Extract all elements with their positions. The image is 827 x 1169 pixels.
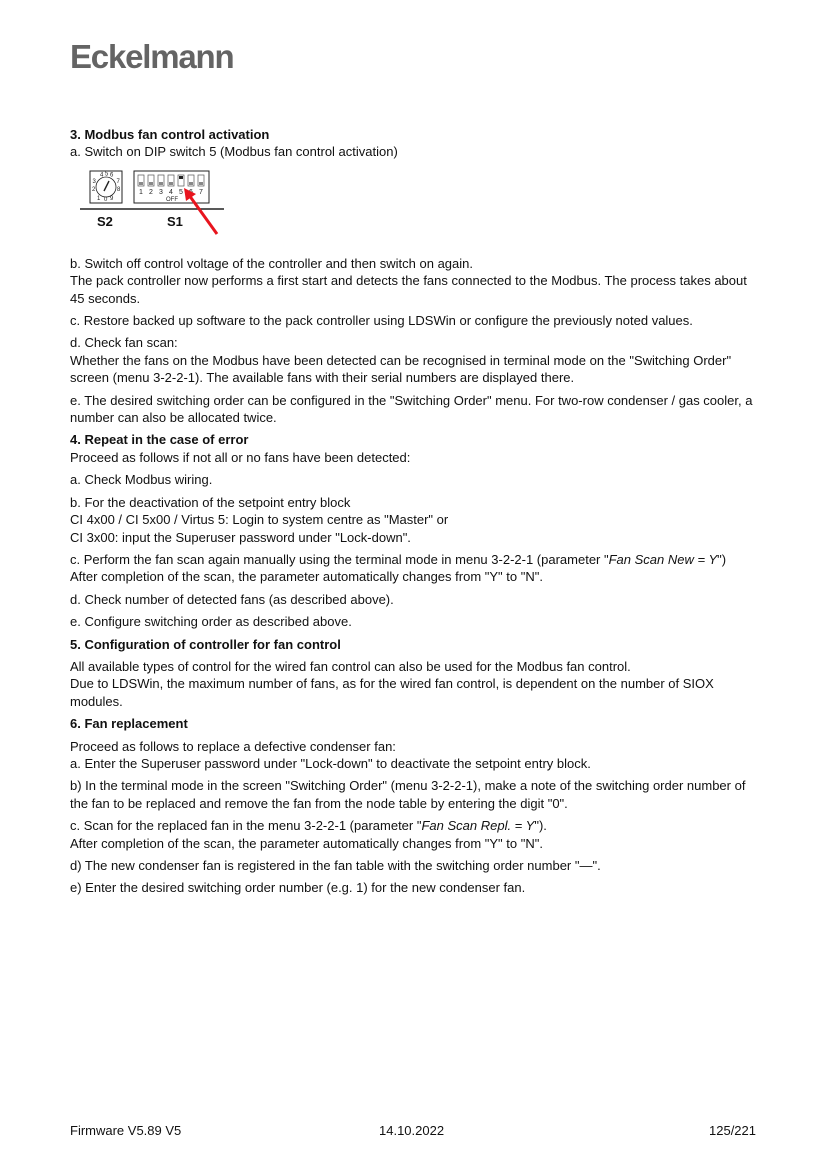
s4-step-c-end: "): [717, 551, 727, 567]
rotary-digit: 6: [110, 172, 114, 179]
section-5-heading: 5. Configuration of controller for fan control: [70, 636, 341, 652]
s4-step-a: a. Check Modbus wiring.: [70, 472, 213, 488]
s6-step-d: d) The new condenser fan is registered in the fan table with the switching order number "—".: [70, 858, 601, 873]
rotary-digit: 3: [92, 178, 96, 185]
section-6-heading: 6. Fan replacement: [70, 716, 188, 732]
s3-step-e: e. The desired switching order can be configured in the "Switching Order" menu. For two-row condenser / gas cooler, a number can also be allocated twice.: [70, 392, 753, 426]
rotary-digit: 8: [117, 186, 121, 193]
footer-page-number: 125/221: [709, 1123, 756, 1138]
s3-step-c: c. Restore backed up software to the pack controller using LDSWin or configure the previously noted values.: [70, 313, 693, 329]
footer-date: 14.10.2022: [379, 1123, 445, 1138]
s2-label: S2: [97, 213, 113, 229]
s6-step-c-param: Fan Scan Repl. = Y: [421, 818, 535, 834]
s3-step-a: a. Switch on DIP switch 5 (Modbus fan control activation): [70, 144, 398, 160]
s6-step-b: b) In the terminal mode in the screen "Switching Order" (menu 3-2-2-1), make a note of the switching order number of the fan to be replaced and remove the fan from the node table by entering the digit "0".: [70, 778, 746, 811]
rotary-digit: 9: [110, 195, 114, 202]
s4-step-b: b. For the deactivation of the setpoint entry block: [70, 494, 351, 510]
s4-step-c: [70, 551, 760, 568]
document-body: [70, 126, 760, 902]
dip-switch-diagram: [80, 167, 250, 247]
s5-paragraph-1: All available types of control for the wired fan control can also be used for the Modbus fan control.: [70, 658, 631, 674]
rotary-digit: 5: [105, 171, 109, 178]
rotary-digit: 4: [100, 172, 104, 179]
dip-off-label: OFF: [166, 196, 178, 203]
company-logo: Eckelmann: [70, 38, 234, 75]
rotary-digit: 0: [104, 196, 108, 203]
s4-step-d: d. Check number of detected fans (as described above).: [70, 591, 394, 607]
dip-switch-figure: [80, 167, 250, 247]
s6-step-c-text: c. Scan for the replaced fan in the menu 3-2-2-1 (parameter ": [70, 818, 422, 834]
s4-step-e: e. Configure switching order as described above.: [70, 614, 352, 630]
s4-intro: Proceed as follows if not all or no fans have been detected:: [70, 449, 411, 465]
s5-paragraph-2: Due to LDSWin, the maximum number of fans, as for the wired fan control, is dependent on the number of SIOX modules.: [70, 676, 714, 709]
dip-number: 4: [169, 188, 173, 196]
footer-firmware: Firmware V5.89 V5: [70, 1123, 182, 1138]
s4-step-c-param: Fan Scan New = Y: [608, 551, 718, 567]
s4-step-b-line3: CI 3x00: input the Superuser password under "Lock-down".: [70, 529, 411, 545]
s3-step-b: b. Switch off control voltage of the controller and then switch on again.: [70, 255, 473, 271]
s4-step-c-text: c. Perform the fan scan again manually using the terminal mode in menu 3-2-2-1 (parameter ": [70, 551, 609, 567]
s6-intro: Proceed as follows to replace a defective condenser fan:: [70, 738, 396, 754]
s3-step-d-detail: Whether the fans on the Modbus have been detected can be recognised in terminal mode on the "Switching Order" screen (menu 3-2-2-1). The available fans with their serial numbers are displayed there.: [70, 352, 732, 386]
s1-label: S1: [167, 213, 183, 229]
rotary-digit: 2: [92, 186, 96, 193]
s6-step-a: a. Enter the Superuser password under "Lock-down" to deactivate the setpoint entry block.: [70, 755, 591, 771]
rotary-digit: 1: [97, 195, 101, 202]
dip-number: 2: [149, 188, 153, 196]
s6-step-c-detail: After completion of the scan, the parameter automatically changes from "Y" to "N".: [70, 835, 543, 851]
section-4-heading: 4. Repeat in the case of error: [70, 432, 249, 448]
dip-number: 5: [179, 188, 183, 196]
s4-step-c-detail: After completion of the scan, the parameter automatically changes from "Y" to "N".: [70, 569, 543, 585]
s6-step-e: e) Enter the desired switching order number (e.g. 1) for the new condenser fan.: [70, 880, 526, 896]
s6-step-c: [70, 817, 760, 834]
s4-step-b-line2: CI 4x00 / CI 5x00 / Virtus 5: Login to system centre as "Master" or: [70, 512, 449, 528]
s6-step-c-end: ").: [534, 818, 547, 834]
s3-step-d: d. Check fan scan:: [70, 335, 178, 351]
dip-number: 3: [159, 188, 163, 196]
s3-step-b-detail: The pack controller now performs a first start and detects the fans connected to the Modbus. The process takes about 45 seconds.: [70, 273, 747, 306]
dip-number: 7: [199, 188, 203, 196]
section-3-heading: 3. Modbus fan control activation: [70, 127, 270, 142]
rotary-digit: 7: [116, 178, 120, 185]
dip-number: 1: [139, 188, 143, 196]
